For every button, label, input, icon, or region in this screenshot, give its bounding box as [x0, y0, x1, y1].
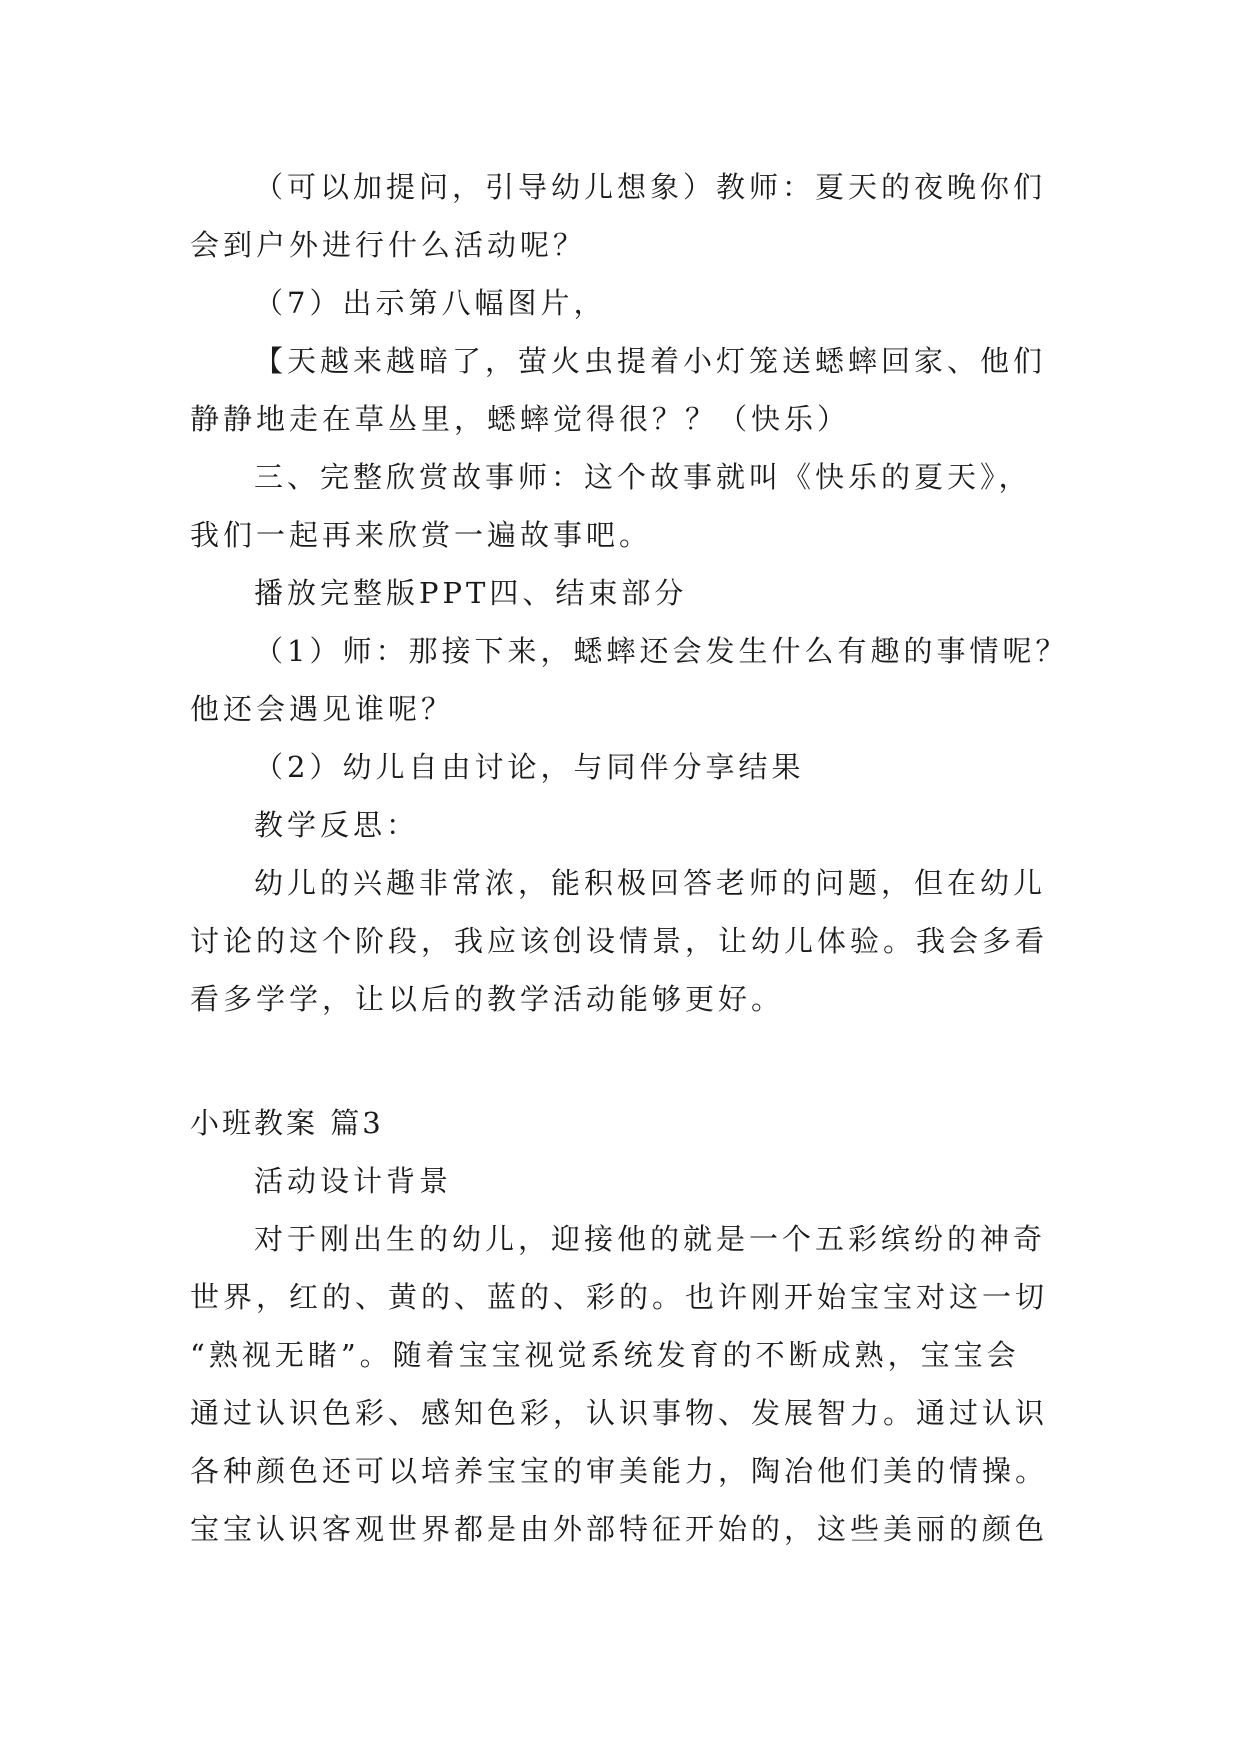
document-body-part1 — [190, 158, 1069, 1028]
paragraph-line: （2）幼儿自由讨论，与同伴分享结果 — [254, 750, 805, 784]
paragraph-line: 他还会遇见谁呢？ — [190, 692, 455, 726]
paragraph-line: 播放完整版PPT四、结束部分 — [254, 576, 688, 610]
paragraph-line: 对于刚出生的幼儿，迎接他的就是一个五彩缤纷的神奇 — [254, 1222, 1047, 1256]
paragraph-line: 幼儿的兴趣非常浓，能积极回答老师的问题，但在幼儿 — [254, 866, 1047, 900]
paragraph-line: 【天越来越暗了，萤火虫提着小灯笼送蟋蟀回家、他们 — [254, 344, 1047, 378]
paragraph-line: “熟视无睹”。随着宝宝视觉系统发育的不断成熟，宝宝会 — [190, 1338, 1020, 1372]
paragraph-line: （可以加提问，引导幼儿想象）教师：夏天的夜晚你们 — [254, 170, 1047, 204]
paragraph-line: （1）师：那接下来，蟋蟀还会发生什么有趣的事情呢？ — [254, 634, 1069, 668]
paragraph-line: 活动设计背景 — [254, 1164, 453, 1198]
paragraph-line: 讨论的这个阶段，我应该创设情景，让幼儿体验。我会多看 — [190, 924, 1049, 958]
paragraph-line: 各种颜色还可以培养宝宝的审美能力，陶冶他们美的情操。 — [190, 1454, 1049, 1488]
paragraph-line: （7）出示第八幅图片， — [254, 286, 607, 320]
paragraph-line: 宝宝认识客观世界都是由外部特征开始的，这些美丽的颜色 — [190, 1512, 1049, 1546]
paragraph-line: 我们一起再来欣赏一遍故事吧。 — [190, 518, 653, 552]
paragraph-line: 世界，红的、黄的、蓝的、彩的。也许刚开始宝宝对这一切 — [190, 1280, 1049, 1314]
section-heading: 小班教案 篇3 — [190, 1106, 384, 1140]
paragraph-line: 通过认识色彩、感知色彩，认识事物、发展智力。通过认识 — [190, 1396, 1049, 1430]
document-body-part2 — [190, 1152, 1060, 1558]
paragraph-line: 静静地走在草丛里，蟋蟀觉得很？？（快乐） — [190, 402, 851, 436]
paragraph-line: 三、完整欣赏故事师：这个故事就叫《快乐的夏天》， — [254, 460, 1032, 494]
paragraph-line: 教学反思： — [254, 808, 420, 842]
paragraph-line: 看多学学，让以后的教学活动能够更好。 — [190, 982, 785, 1016]
paragraph-line: 会到户外进行什么活动呢？ — [190, 228, 587, 262]
